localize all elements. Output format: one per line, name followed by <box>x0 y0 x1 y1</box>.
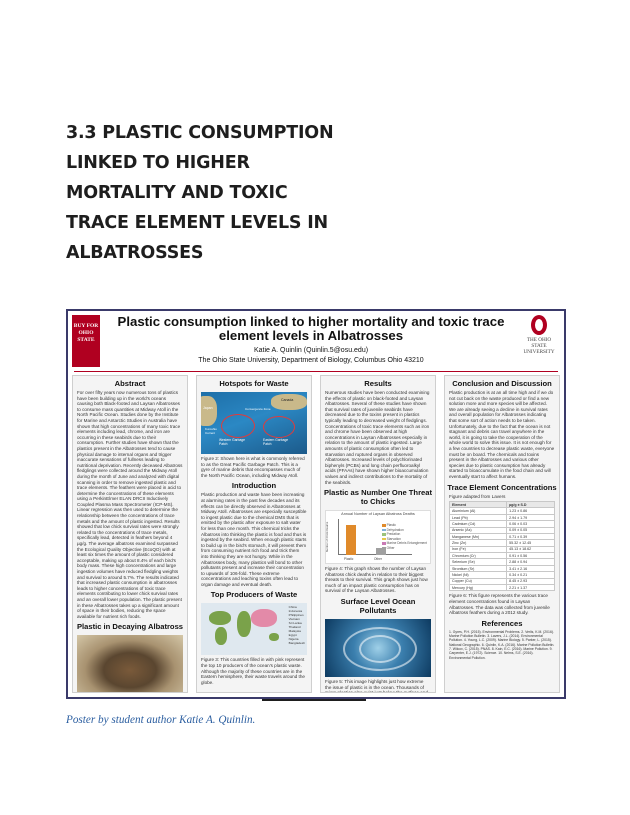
trace-element-table <box>449 501 555 591</box>
map-continent-americas <box>209 611 231 625</box>
table-cell-concentration: 45.13 ± 18.62 <box>507 546 555 552</box>
hotspots-heading: Hotspots for Waste <box>219 379 289 388</box>
references-body: 1. Gyres, P.H. (2015). Environmental Problems. 2. Verlis, K.M. (2016). Marine Pollution Bulletin. 3. Lavers, J.L. (2014). Environmental Pollution. 4. Young, L.C. (2009). Marine Biology. 5. Parker, L. (2015). National Geographic. 6. Quinlin, K.A. (2016). Marine Pollution Bulletin. 7. Wilcox, C. (2015). PNAS. 8. Kain, E.C. (2016). Marine Pollution. 9. Carpenter, E.J. (1972). Science. 10. Nelms, S.E. (2016). Environmental Pollution. <box>449 629 555 660</box>
trace-elements-heading: Trace Element Concentrations <box>447 482 557 492</box>
table-cell-concentration: 0.34 ± 0.21 <box>507 572 555 578</box>
decaying-albatross-heading: Plastic in Decaying Albatross <box>76 622 184 632</box>
map-continent-africa-europe <box>237 611 251 637</box>
conclusion-body: Plastic production is at an all time high and if we do not cut back on the waste produced or find a new solution more and more species will be affected. We are already seeing a decline in survival rates and overall population for Albatrosses indicating that some sort of action needs to be taken. Unfortunately, due to the fact that the ocean is not stagnant and debris can travel anywhere in the world, it is going to take the cooperation of the whole world to solve this issue. It is not enough for a few countries to decrease plastic waste, everyone must be on board. The chemicals and toxins present in the Albatrosses and various other species due to plastic consumption has already started to bioaccumulate in the food chain and will eventually start to affect humans. <box>449 390 555 479</box>
introduction-heading: Introduction <box>231 481 277 491</box>
map-label-convergence-zone: Convergence Zone <box>245 407 271 411</box>
table-cell-element: Lead (Pb) <box>450 514 507 520</box>
table-cell-element: Zinc (Zn) <box>450 540 507 546</box>
legend-label: Other <box>386 545 395 550</box>
legend-swatch <box>382 533 386 536</box>
map-label-eastern-patch: Eastern Garbage Patch <box>263 438 289 446</box>
chart-tick-label: Other <box>374 557 382 562</box>
map-label-canada: Canada <box>281 398 294 402</box>
legend-label: Predation <box>386 532 401 537</box>
map-continent-australia <box>269 633 279 641</box>
figure-2-caption: Figure 2: Shown here is what is commonly referred to as the Great Pacific Garbage Patch. This is a gyre of marine debris that encompasses much of the North Pacific Ocean, including Midway Atoll. <box>201 456 305 478</box>
table-cell-concentration: 2.21 ± 1.37 <box>507 584 555 590</box>
table-cell-concentration: 0.91 ± 0.56 <box>507 553 555 559</box>
figure-3-caption: Figure 3: This countries filled in with pink represent the top 10 producers of the ocean's plastic waste. Although the majority of these countries are in the Eastern hemisphere, their waste travels around the globe. <box>201 657 305 685</box>
producers-legend <box>289 605 305 645</box>
map-label-western-patch: Western Garbage Patch <box>219 438 245 446</box>
producer-10: Bangladesh <box>288 641 305 646</box>
references-heading: References <box>481 618 523 628</box>
producer-6: Thailand <box>288 625 301 630</box>
conclusion-column <box>444 375 560 693</box>
abstract-heading: Abstract <box>114 379 146 388</box>
buy-for-ohio-state-logo: BUY FOR OHIO STATE <box>72 315 100 367</box>
map-continent-asia-highlighted <box>251 609 277 627</box>
poster-author: Katie A. Quinlin (Quinlin.5@osu.edu) <box>253 347 369 354</box>
table-source-note: Figure adapted from Lavers <box>449 493 506 499</box>
producer-7: Malaysia <box>288 629 301 634</box>
ocean-pollutants-photo <box>325 619 431 677</box>
table-cell-element: Copper (Cu) <box>450 578 507 584</box>
map-label-japan: Japan <box>203 406 213 410</box>
heading-line-3: MORTALITY AND TOXIC <box>66 183 288 203</box>
chart-legend <box>382 523 427 550</box>
conclusion-heading: Conclusion and Discussion <box>452 379 552 388</box>
table-cell-element: Cadmium (Cd) <box>450 521 507 527</box>
table-cell-concentration: 2.88 ± 0.94 <box>507 559 555 565</box>
poster-title: Plastic consumption linked to higher mortality and toxic trace element levels in Albatrosses <box>117 314 505 343</box>
table-cell-element: Aluminium (Al) <box>450 508 507 514</box>
table-cell-element: Strontium (Sr) <box>450 565 507 571</box>
table-cell-element: Chromium (Cr) <box>450 553 507 559</box>
producer-2: Indonesia <box>288 609 303 614</box>
table-cell-concentration: 0.71 ± 0.39 <box>507 533 555 539</box>
table-cell-concentration: 55.32 ± 12.45 <box>507 540 555 546</box>
poster-affiliation: The Ohio State University, Department of Biology, Columbus Ohio 43210 <box>198 357 424 364</box>
albatross-carcass-photo <box>77 635 183 693</box>
results-body: Numerous studies have been conducted examining the effects of plastic on black-footed and Laysan Albatrosses. Several of these studies have shown that survival rates of juvenile seabirds have decreased due to the toxins present in plastics typically leading to decreased weight of fledglings. Concentrations of toxic trace elements such as iron and chrome have been observed at high concentrations in Laysan Albatrosses especially in relation to the amount of plastic ingested. Large amounts of plastic consumption often led to starvation and ruptured organs in observed Albatrosses. Increased levels of polychlorinated biphenyls (PCBs) and long chain perfluoroalkyl acids (PFAAs) have shown higher bioaccumulation values and indirect contributions to the mortality of the seabirds. <box>325 390 430 485</box>
map-land-asia <box>201 396 217 426</box>
eastern-patch-gyre <box>263 416 295 438</box>
research-poster <box>66 309 566 699</box>
block-o-icon <box>531 315 547 335</box>
chart-tick-label: Plastic <box>344 557 354 562</box>
producer-4: Vietnam <box>288 617 300 622</box>
table-row <box>450 584 555 590</box>
poster-header <box>68 311 564 373</box>
chart-y-label: Number of Chick Deaths <box>325 521 330 553</box>
abstract-column <box>72 375 188 693</box>
table-cell-element: Mercury (Hg) <box>450 584 507 590</box>
heading-line-2: LINKED TO HIGHER <box>66 153 250 173</box>
column-header-element: Element <box>450 502 507 508</box>
top-producers-heading: Top Producers of Waste <box>210 590 298 600</box>
producer-8: Egypt <box>288 633 297 638</box>
table-cell-element: Iron (Fe) <box>450 546 507 552</box>
chick-deaths-chart <box>325 510 431 564</box>
caption-divider <box>262 699 366 701</box>
figure-6-caption: Figure 6: This figure represents the various trace element concentrations found in Laysan Albatrosses. The data was collected from juvenile Albatross feathers during a 2012 study. <box>449 593 550 616</box>
ohio-state-wordmark: THE OHIO STATE UNIVERSITY <box>523 337 555 355</box>
results-column <box>320 375 436 693</box>
legend-swatch <box>382 524 386 527</box>
map-continent-south-america <box>215 627 227 645</box>
producer-5: Sri Lanka <box>288 621 302 626</box>
chart-bar-plastic <box>346 525 356 555</box>
legend-swatch <box>382 542 386 545</box>
section-heading <box>66 118 366 268</box>
ocean-pollutants-heading: Surface Level Ocean Pollutants <box>340 597 416 616</box>
table-cell-element: Nickel (Ni) <box>450 572 507 578</box>
producer-1: China <box>288 605 297 610</box>
header-divider <box>74 371 558 372</box>
abstract-body: For over fifty years now numerous tons of plastics have been building up in the world's oceans causing both Black-footed and Laysan Albatrosses to consume mass quantities at Midway Atoll in the North Pacific Ocean. Studies done by the Institute for Marine and Antarctic Studies in Australia have shown that high concentrations of many toxic trace elements including lead, chrome, and iron are occurring in these seabirds due to their consumption. Further studies have shown that the plastics present in the Albatrosses tend to cause physical damage to internal organs and trigger inaccurate sensations of fullness leading to nutritional deprivation. Recently deceased Albatross fledglings were collected around the Midway Atoll during the month of June and analyzed with digital scanning in order to remove ingested plastic and trace elements. The feathers were placed in acid to determine the concentrations of these elements using a PerkinElmer ELAN DRCII Inductively Coupled Plasma Mass Spectrometer (ICP-MS). Linear regression was then used to determine the relationship between the concentrations of trace metals and the amount of plastic ingested. Results showed that low chick survival rates were strongly related to the concentrations of trace metals, specifically lead, detected in feathers beyond 4 µg/g. The average albatross examined surpassed the Ecological Quality Objective (EcoQO) with at least six times the amount of plastic considered acceptable, making up about 8.4% of each bird's body mass. These high concentrations and large ingestion volumes have reduced fledgling weights and survival to around 5.7%. The results indicated that increased plastic consumption in albatrosses leads to higher concentrations of toxic trace elements contributing to lower chick survival rates and an overall lower population. The plastic present in these Albatrosses takes up a significant amount of space in their bodies, reducing the space available for nutrient rich foods. <box>77 390 183 619</box>
plastic-swirl-inner <box>359 635 401 663</box>
threat-to-chicks-heading: Plastic as Number One Threat to Chicks <box>323 488 433 507</box>
chart-title: Annual Number of Laysan Albatross Deaths <box>341 512 415 517</box>
table-cell-element: Arsenic (As) <box>450 527 507 533</box>
table-cell-concentration: 8.45 ± 2.93 <box>507 578 555 584</box>
map-label-kuroshio: Kuroshio Current <box>205 427 217 435</box>
map-land-north-america <box>271 394 307 410</box>
figure-5-caption: Figure 5: This image highlights just how extreme the issue of plastic is in the ocean. Thousands of micro plastics also exist just below the surface and <box>325 679 428 693</box>
introduction-body: Plastic production and waste have been increasing at alarming rates in the past few decades and its effects can be directly observed in Albatrosses at Midway Atoll. Albatrosses are especially susceptible to ingest plastic due to the chemical DMS that is emitted by the plastic after exposure to salt water for less than one month. This chemical tricks the Albatross into thinking the plastic is food and thus is ingested by the seabird. When enough plastic starts to build up in the bird's stomach, it will prevent them from consuming nutrient rich food and trick them into thinking they are not hungry. While in the Albatrosses body, many plastics will bond to other pollutants present and increase their concentration to upwards of 106-fold. These extreme concentrations and leaching toxins often lead to organ damage and eventual death. <box>201 492 307 587</box>
table-cell-concentration: 3.41 ± 2.16 <box>507 565 555 571</box>
heading-line-5: ALBATROSSES <box>66 243 204 263</box>
legend-label: Marine Debris Entanglement <box>386 541 427 546</box>
legend-swatch <box>382 529 386 532</box>
garbage-patch-map <box>201 392 307 454</box>
figure-4-caption: Figure 4: This graph shows the number of Laysan Albatross chick deaths in relation to their biggest threats to their survival. This graph shows just how much of an impact plastic consumption has on survival of the Laysan Albatrosses. <box>325 566 428 594</box>
table-cell-concentration: 0.06 ± 0.03 <box>507 521 555 527</box>
legend-label: Plastic <box>386 523 396 528</box>
chart-legend-entry <box>382 546 427 551</box>
heading-line-4: TRACE ELEMENT LEVELS IN <box>66 213 328 233</box>
results-heading: Results <box>364 379 392 388</box>
legend-swatch <box>382 538 386 541</box>
hotspots-column <box>196 375 312 693</box>
chart-y-axis <box>338 519 339 555</box>
producer-9: Nigeria <box>288 637 299 642</box>
legend-label: Dehydration <box>386 527 404 532</box>
table-cell-element: Selenium (Se) <box>450 559 507 565</box>
table-cell-concentration: 1.23 ± 0.86 <box>507 508 555 514</box>
table-cell-concentration: 0.09 ± 0.05 <box>507 527 555 533</box>
poster-caption: Poster by student author Katie A. Quinlin. <box>66 714 256 726</box>
ohio-state-logo <box>520 315 558 367</box>
table-cell-concentration: 2.94 ± 1.79 <box>507 514 555 520</box>
producer-3: Philippines <box>288 613 304 618</box>
table-cell-element: Manganese (Mn) <box>450 533 507 539</box>
top-producers-map <box>201 603 307 655</box>
heading-line-1: 3.3 PLASTIC CONSUMPTION <box>66 123 334 143</box>
column-header-concentration: µg/g ± S.D <box>507 502 555 508</box>
legend-label: Starvation <box>386 536 401 541</box>
chart-bar-other <box>376 548 386 556</box>
